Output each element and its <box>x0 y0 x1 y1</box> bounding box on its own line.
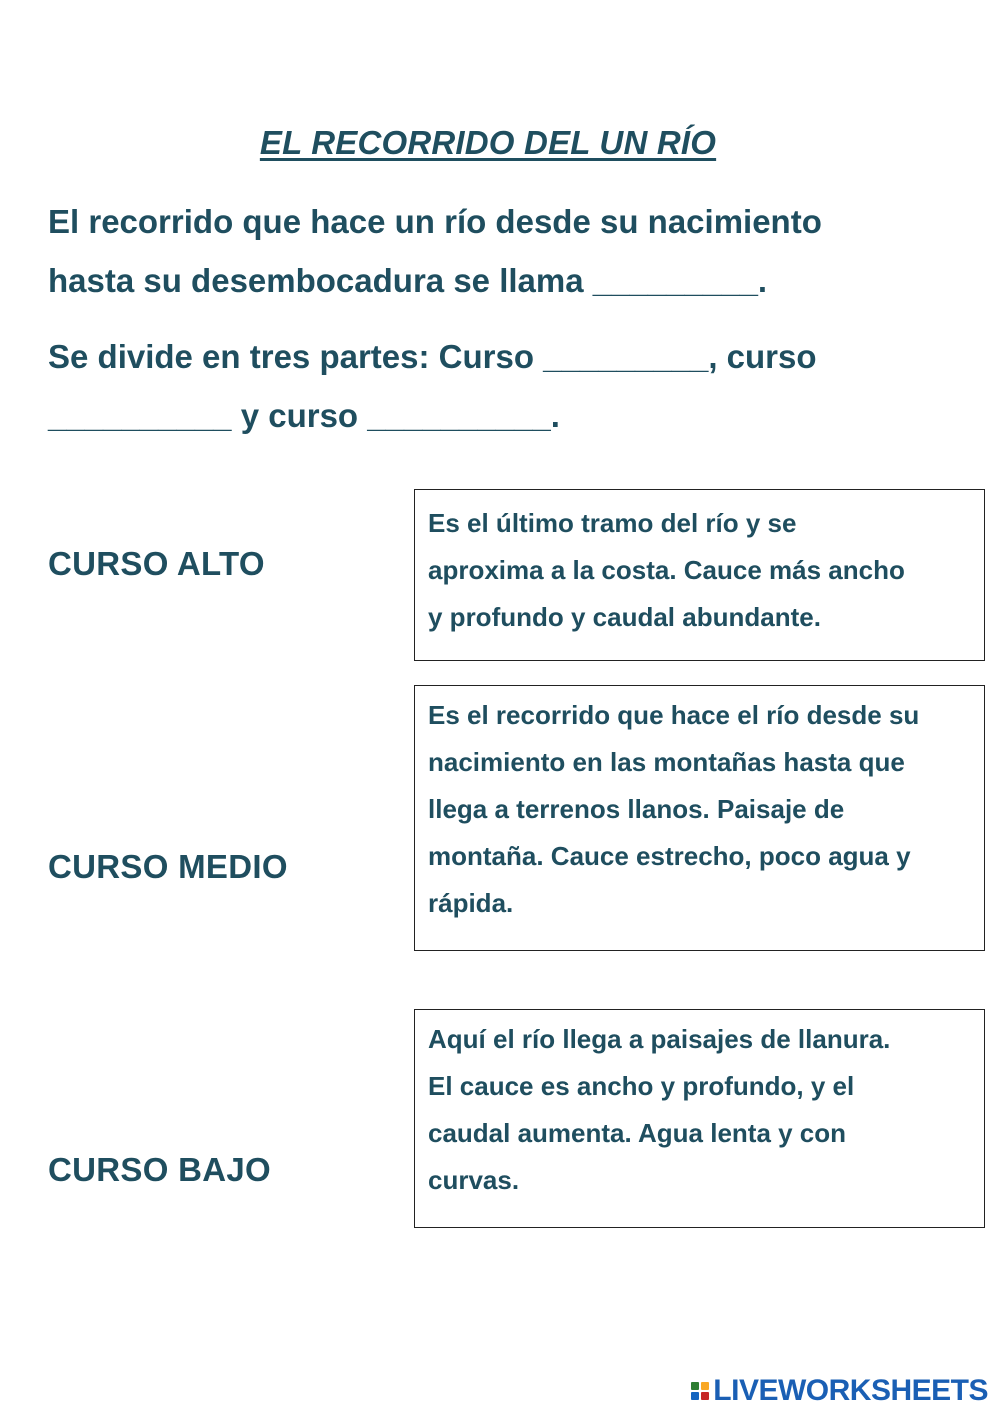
box-line: aproxima a la costa. Cauce más ancho <box>428 555 905 585</box>
box-line: rápida. <box>428 888 514 918</box>
box-line: El cauce es ancho y profundo, y el <box>428 1071 855 1101</box>
parts-line-1: Se divide en tres partes: Curso _________, curso <box>48 338 817 375</box>
label-curso-medio: CURSO MEDIO <box>48 848 288 885</box>
label-curso-bajo: CURSO BAJO <box>48 1151 272 1188</box>
intro-paragraph <box>48 192 948 310</box>
logo-square <box>701 1382 709 1390</box>
box-line: curvas. <box>428 1165 520 1195</box>
liveworksheets-logo[interactable] <box>691 1374 988 1408</box>
parts-paragraph <box>48 327 948 445</box>
box-line: caudal aumenta. Agua lenta y con <box>428 1118 847 1148</box>
worksheet-title: EL RECORRIDO DEL UN RÍO <box>259 124 717 161</box>
logo-square <box>701 1392 709 1400</box>
box-line: Aquí el río llega a paisajes de llanura. <box>428 1024 891 1054</box>
label-curso-alto: CURSO ALTO <box>48 545 265 582</box>
intro-line-1: El recorrido que hace un río desde su nacimiento <box>48 203 822 240</box>
logo-square <box>691 1392 699 1400</box>
intro-line-2: hasta su desembocadura se llama _________. <box>48 262 768 299</box>
brand-name: LIVEWORKSHEETS <box>713 1374 988 1407</box>
box-line: nacimiento en las montañas hasta que <box>428 747 905 777</box>
description-box-1[interactable] <box>414 489 985 661</box>
box-line: llega a terrenos llanos. Paisaje de <box>428 794 845 824</box>
description-box-2[interactable] <box>414 685 985 951</box>
liveworksheets-grid-icon <box>691 1382 709 1400</box>
box-line: montaña. Cauce estrecho, poco agua y <box>428 841 911 871</box>
box-line: Es el recorrido que hace el río desde su <box>428 700 920 730</box>
box-line: y profundo y caudal abundante. <box>428 602 821 632</box>
logo-square <box>691 1382 699 1390</box>
description-box-3[interactable] <box>414 1009 985 1228</box>
box-line: Es el último tramo del río y se <box>428 508 797 538</box>
parts-line-2: __________ y curso __________. <box>48 397 560 434</box>
